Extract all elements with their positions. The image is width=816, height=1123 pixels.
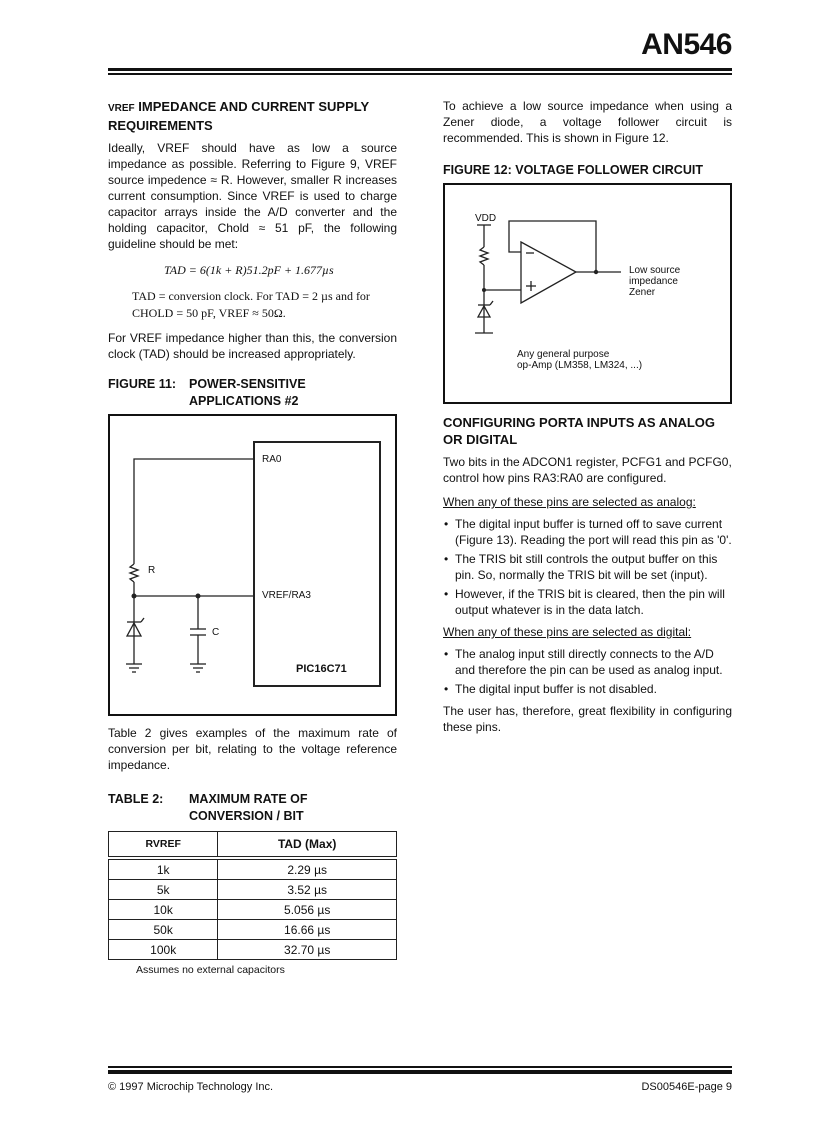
tad-formula: TAD = 6(1k + R)51.2pF + 1.677µs (164, 263, 334, 277)
output-label-line2: impedance (629, 276, 678, 287)
output-label-line3: Zener (629, 287, 656, 298)
column-header: RVREF (109, 832, 218, 859)
list-item: • The digital input buffer is not disabled. (443, 681, 732, 697)
digital-bullet-list (443, 646, 732, 697)
digital-intro: When any of these pins are selected as digital: (443, 625, 692, 639)
section-heading-vref: VREF IMPEDANCE AND CURRENT SUPPLY REQUIREMENTS (108, 99, 369, 133)
opamp-note-line1: Any general purpose (517, 349, 610, 360)
list-item: • The analog input still directly connects to the A/D and therefore the pin can be used as analog input. (443, 646, 732, 678)
resistor-label: R (148, 565, 156, 576)
vref-paragraph: Ideally, VREF should have as low a source impedance as possible. Referring to Figure 9, VREF source impedence ≈ R. However, smaller R increases current consumption. Since VREF is used to charge capacitor arrays inside the A/D converter and the holding capacitor, Chold ≈ 51 pF, the following guideline should be met: (108, 141, 397, 251)
footer-rule (108, 1066, 732, 1075)
chip-label: PIC16C71 (296, 663, 347, 675)
list-item: • However, if the TRIS bit is cleared, then the pin will output whatever is in the data latch. (443, 586, 732, 618)
figure-12-title: FIGURE 12: VOLTAGE FOLLOWER CIRCUIT (443, 163, 703, 177)
voltage-follower-paragraph: To achieve a low source impedance when using a Zener diode, a voltage follower circuit is recommended. This is shown in Figure 12. (443, 99, 732, 145)
vdd-label: VDD (475, 213, 497, 224)
document-id: AN546 (641, 28, 732, 61)
analog-intro: When any of these pins are selected as analog: (443, 495, 696, 509)
list-item: • The TRIS bit still controls the output buffer on this pin. So, normally the TRIS bit will be set (input). (443, 551, 732, 583)
table-intro-paragraph: Table 2 gives examples of the maximum rate of conversion per bit, relating to the voltage reference impedance. (108, 726, 397, 772)
figure-11-diagram (108, 414, 397, 716)
flexibility-paragraph: The user has, therefore, great flexibility in configuring these pins. (443, 704, 732, 734)
table-row: 10k 5.056 µs (109, 900, 397, 920)
figure-11-title: FIGURE 11: POWER-SENSITIVE APPLICATIONS #2 (108, 377, 306, 408)
figure-12-diagram (443, 183, 732, 404)
right-column (443, 98, 732, 743)
left-column (108, 98, 397, 978)
table-row: 50k 16.66 µs (109, 920, 397, 940)
pin-vref-ra3-label: VREF/RA3 (262, 590, 311, 601)
page-number: DS00546E-page 9 (641, 1081, 732, 1093)
vref-paragraph-2: For VREF impedance higher than this, the conversion clock (TAD) should be increased appropriately. (108, 331, 397, 361)
output-label-line1: Low source (629, 265, 681, 276)
table-row: 5k 3.52 µs (109, 880, 397, 900)
analog-bullet-list (443, 516, 732, 618)
capacitor-label: C (212, 627, 220, 638)
list-item: • The digital input buffer is turned off to save current (Figure 13). Reading the port will read this pin as '0'. (443, 516, 732, 548)
conversion-rate-table (108, 831, 397, 960)
copyright: © 1997 Microchip Technology Inc. (108, 1081, 274, 1093)
table-row: 1k 2.29 µs (109, 858, 397, 880)
opamp-note-line2: op-Amp (LM358, LM324, ...) (517, 360, 643, 371)
table-footnote: Assumes no external capacitors (136, 964, 285, 976)
column-header: TAD (Max) (218, 832, 397, 859)
formula-note: TAD = conversion clock. For TAD = 2 µs and for CHOLD = 50 pF, VREF ≈ 50Ω. (132, 289, 370, 320)
header-rule (108, 68, 732, 76)
section-heading-porta: CONFIGURING PORTA INPUTS AS ANALOG OR DIGITAL (443, 415, 716, 447)
adcon1-paragraph: Two bits in the ADCON1 register, PCFG1 and PCFG0, control how pins RA3:RA0 are configured. (443, 455, 732, 485)
table-row: 100k 32.70 µs (109, 940, 397, 960)
pin-ra0-label: RA0 (262, 454, 282, 465)
table-2-title: TABLE 2: MAXIMUM RATE OF CONVERSION / BIT (108, 792, 308, 823)
